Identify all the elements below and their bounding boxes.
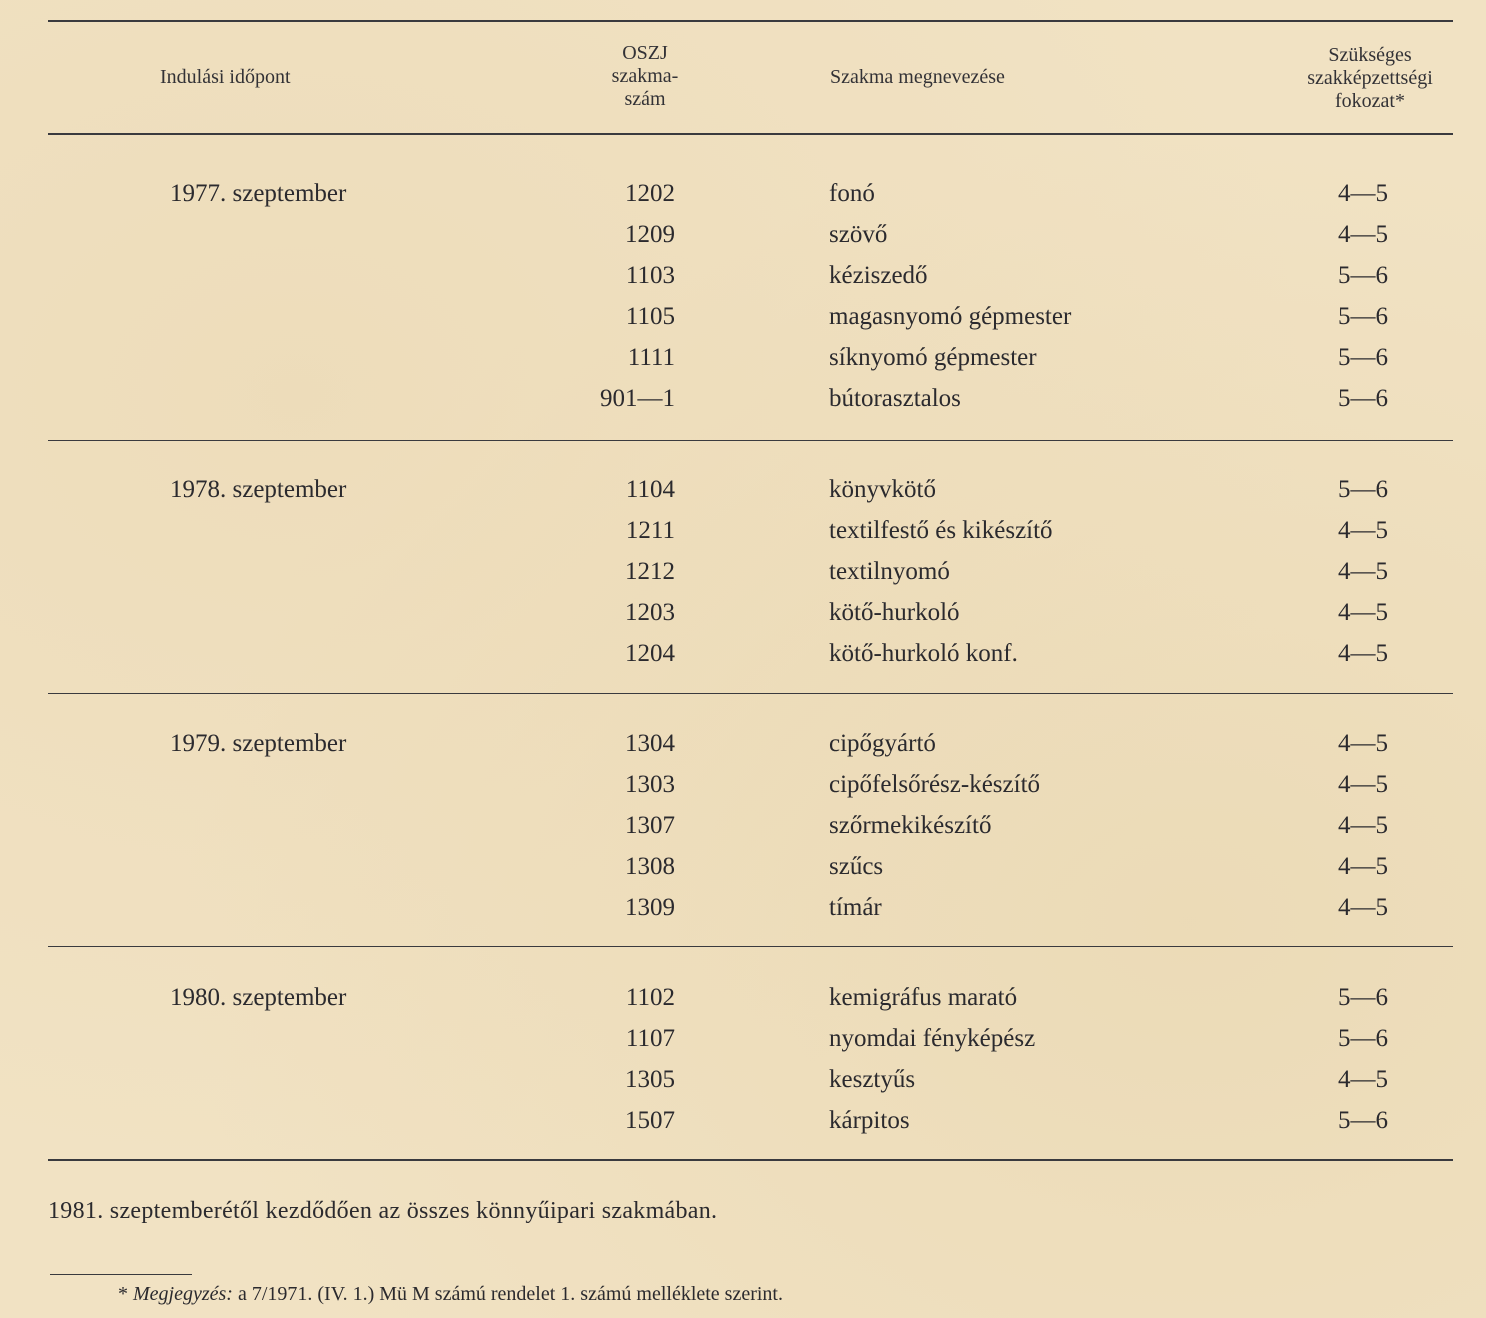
table-row <box>0 337 1486 378</box>
table-row <box>0 846 1486 887</box>
row-level: 4—5 <box>1338 221 1388 248</box>
row-name: textilnyomó <box>829 558 950 585</box>
row-level: 4—5 <box>1338 812 1388 839</box>
table-row <box>0 173 1486 214</box>
column-header-name-label: Szakma megnevezése <box>830 66 1005 88</box>
row-name: kötő-hurkoló konf. <box>829 640 1018 667</box>
row-name: kötő-hurkoló <box>829 599 960 626</box>
row-name: kemigráfus marató <box>829 984 1018 1011</box>
row-level: 4—5 <box>1338 894 1388 921</box>
row-level: 4—5 <box>1338 1066 1388 1093</box>
row-code: 1507 <box>625 1107 675 1134</box>
row-level: 5—6 <box>1338 1025 1388 1052</box>
row-level: 4—5 <box>1338 599 1388 626</box>
row-code: 1304 <box>625 730 675 757</box>
table-row <box>0 633 1486 674</box>
row-level: 4—5 <box>1338 771 1388 798</box>
row-code: 1309 <box>625 894 675 921</box>
row-name: cipőfelsőrész-készítő <box>829 771 1041 798</box>
row-name: kesztyűs <box>829 1066 916 1093</box>
table-row <box>0 723 1486 764</box>
row-level: 4—5 <box>1338 730 1388 757</box>
row-code: 1107 <box>625 1025 675 1052</box>
section-divider <box>48 946 1453 947</box>
footnote-rule <box>50 1274 192 1275</box>
row-name: kéziszedő <box>829 262 928 289</box>
table-row <box>0 214 1486 255</box>
column-header-level <box>1270 44 1470 113</box>
footnote-text: a 7/1971. (IV. 1.) Mü M számú rendelet 1. számú melléklete szerint. <box>237 1283 783 1305</box>
row-name: magasnyomó gépmester <box>829 303 1072 330</box>
row-level: 5—6 <box>1338 1107 1388 1134</box>
table-row <box>0 764 1486 805</box>
table-row <box>0 592 1486 633</box>
column-header-level-line1: Szükséges <box>1328 44 1412 66</box>
column-header-date-label: Indulási időpont <box>160 66 291 88</box>
column-header-level-line3: fokozat* <box>1335 90 1405 112</box>
row-name: kárpitos <box>829 1107 910 1134</box>
row-name: cipőgyártó <box>829 730 936 757</box>
table-row <box>0 296 1486 337</box>
row-code: 1211 <box>625 517 675 544</box>
table-row <box>0 510 1486 551</box>
row-name: könyvkötő <box>829 476 936 503</box>
table-row <box>0 1018 1486 1059</box>
row-code: 1212 <box>625 558 675 585</box>
row-name: szőrmekikészítő <box>829 812 992 839</box>
row-code: 1111 <box>627 344 675 371</box>
table-row <box>0 977 1486 1018</box>
row-code: 1307 <box>625 812 675 839</box>
note-text: 1981. szeptemberétől kezdődően az összes könnyűipari szakmában. <box>48 1198 718 1224</box>
row-name: textilfestő és kikészítő <box>829 517 1053 544</box>
row-level: 5—6 <box>1338 984 1388 1011</box>
table-row <box>0 469 1486 510</box>
row-code: 1209 <box>625 221 675 248</box>
section-divider <box>48 440 1453 441</box>
column-header-code-line1: OSZJ <box>622 42 668 64</box>
table-row <box>0 1100 1486 1141</box>
row-level: 5—6 <box>1338 303 1388 330</box>
row-code: 1305 <box>625 1066 675 1093</box>
table-row <box>0 887 1486 928</box>
row-code: 1204 <box>625 640 675 667</box>
row-code: 1308 <box>625 853 675 880</box>
section-date: 1979. szeptember <box>170 730 347 757</box>
table-top-rule <box>48 20 1453 22</box>
row-code: 1102 <box>625 984 675 1011</box>
row-name: szövő <box>829 221 888 248</box>
row-level: 5—6 <box>1338 344 1388 371</box>
row-name: bútorasztalos <box>829 385 961 412</box>
row-name: síknyomó gépmester <box>829 344 1037 371</box>
table-row <box>0 551 1486 592</box>
row-level: 4—5 <box>1338 558 1388 585</box>
row-name: tímár <box>829 894 882 921</box>
row-code: 1105 <box>625 303 675 330</box>
row-level: 4—5 <box>1338 853 1388 880</box>
row-code: 1202 <box>625 180 675 207</box>
row-name: szűcs <box>829 853 884 880</box>
row-level: 5—6 <box>1338 262 1388 289</box>
row-level: 4—5 <box>1338 517 1388 544</box>
table-row <box>0 1059 1486 1100</box>
row-level: 5—6 <box>1338 385 1388 412</box>
row-code: 1203 <box>625 599 675 626</box>
row-level: 4—5 <box>1338 640 1388 667</box>
table-row <box>0 378 1486 419</box>
row-code: 901—1 <box>600 385 675 412</box>
row-level: 5—6 <box>1338 476 1388 503</box>
column-header-level-line2: szakképzettségi <box>1307 67 1433 89</box>
row-code: 1303 <box>625 771 675 798</box>
column-header-code <box>570 42 720 111</box>
header-rule <box>48 133 1453 135</box>
column-header-code-line3: szám <box>624 88 666 110</box>
table-row <box>0 255 1486 296</box>
section-date: 1978. szeptember <box>170 476 347 503</box>
table-bottom-rule <box>48 1159 1453 1161</box>
row-name: nyomdai fényképész <box>829 1025 1036 1052</box>
row-level: 4—5 <box>1338 180 1388 207</box>
table-row <box>0 805 1486 846</box>
footnote-lead: Megjegyzés: <box>133 1283 233 1305</box>
row-code: 1104 <box>625 476 675 503</box>
footnote <box>118 1280 783 1308</box>
footnote-marker: * <box>118 1283 128 1305</box>
column-header-date <box>160 66 380 89</box>
row-name: fonó <box>829 180 875 207</box>
row-code: 1103 <box>625 262 675 289</box>
section-date: 1980. szeptember <box>170 984 347 1011</box>
column-header-code-line2: szakma- <box>611 65 679 87</box>
column-header-name <box>830 66 1130 89</box>
section-divider <box>48 693 1453 694</box>
section-date: 1977. szeptember <box>170 180 347 207</box>
